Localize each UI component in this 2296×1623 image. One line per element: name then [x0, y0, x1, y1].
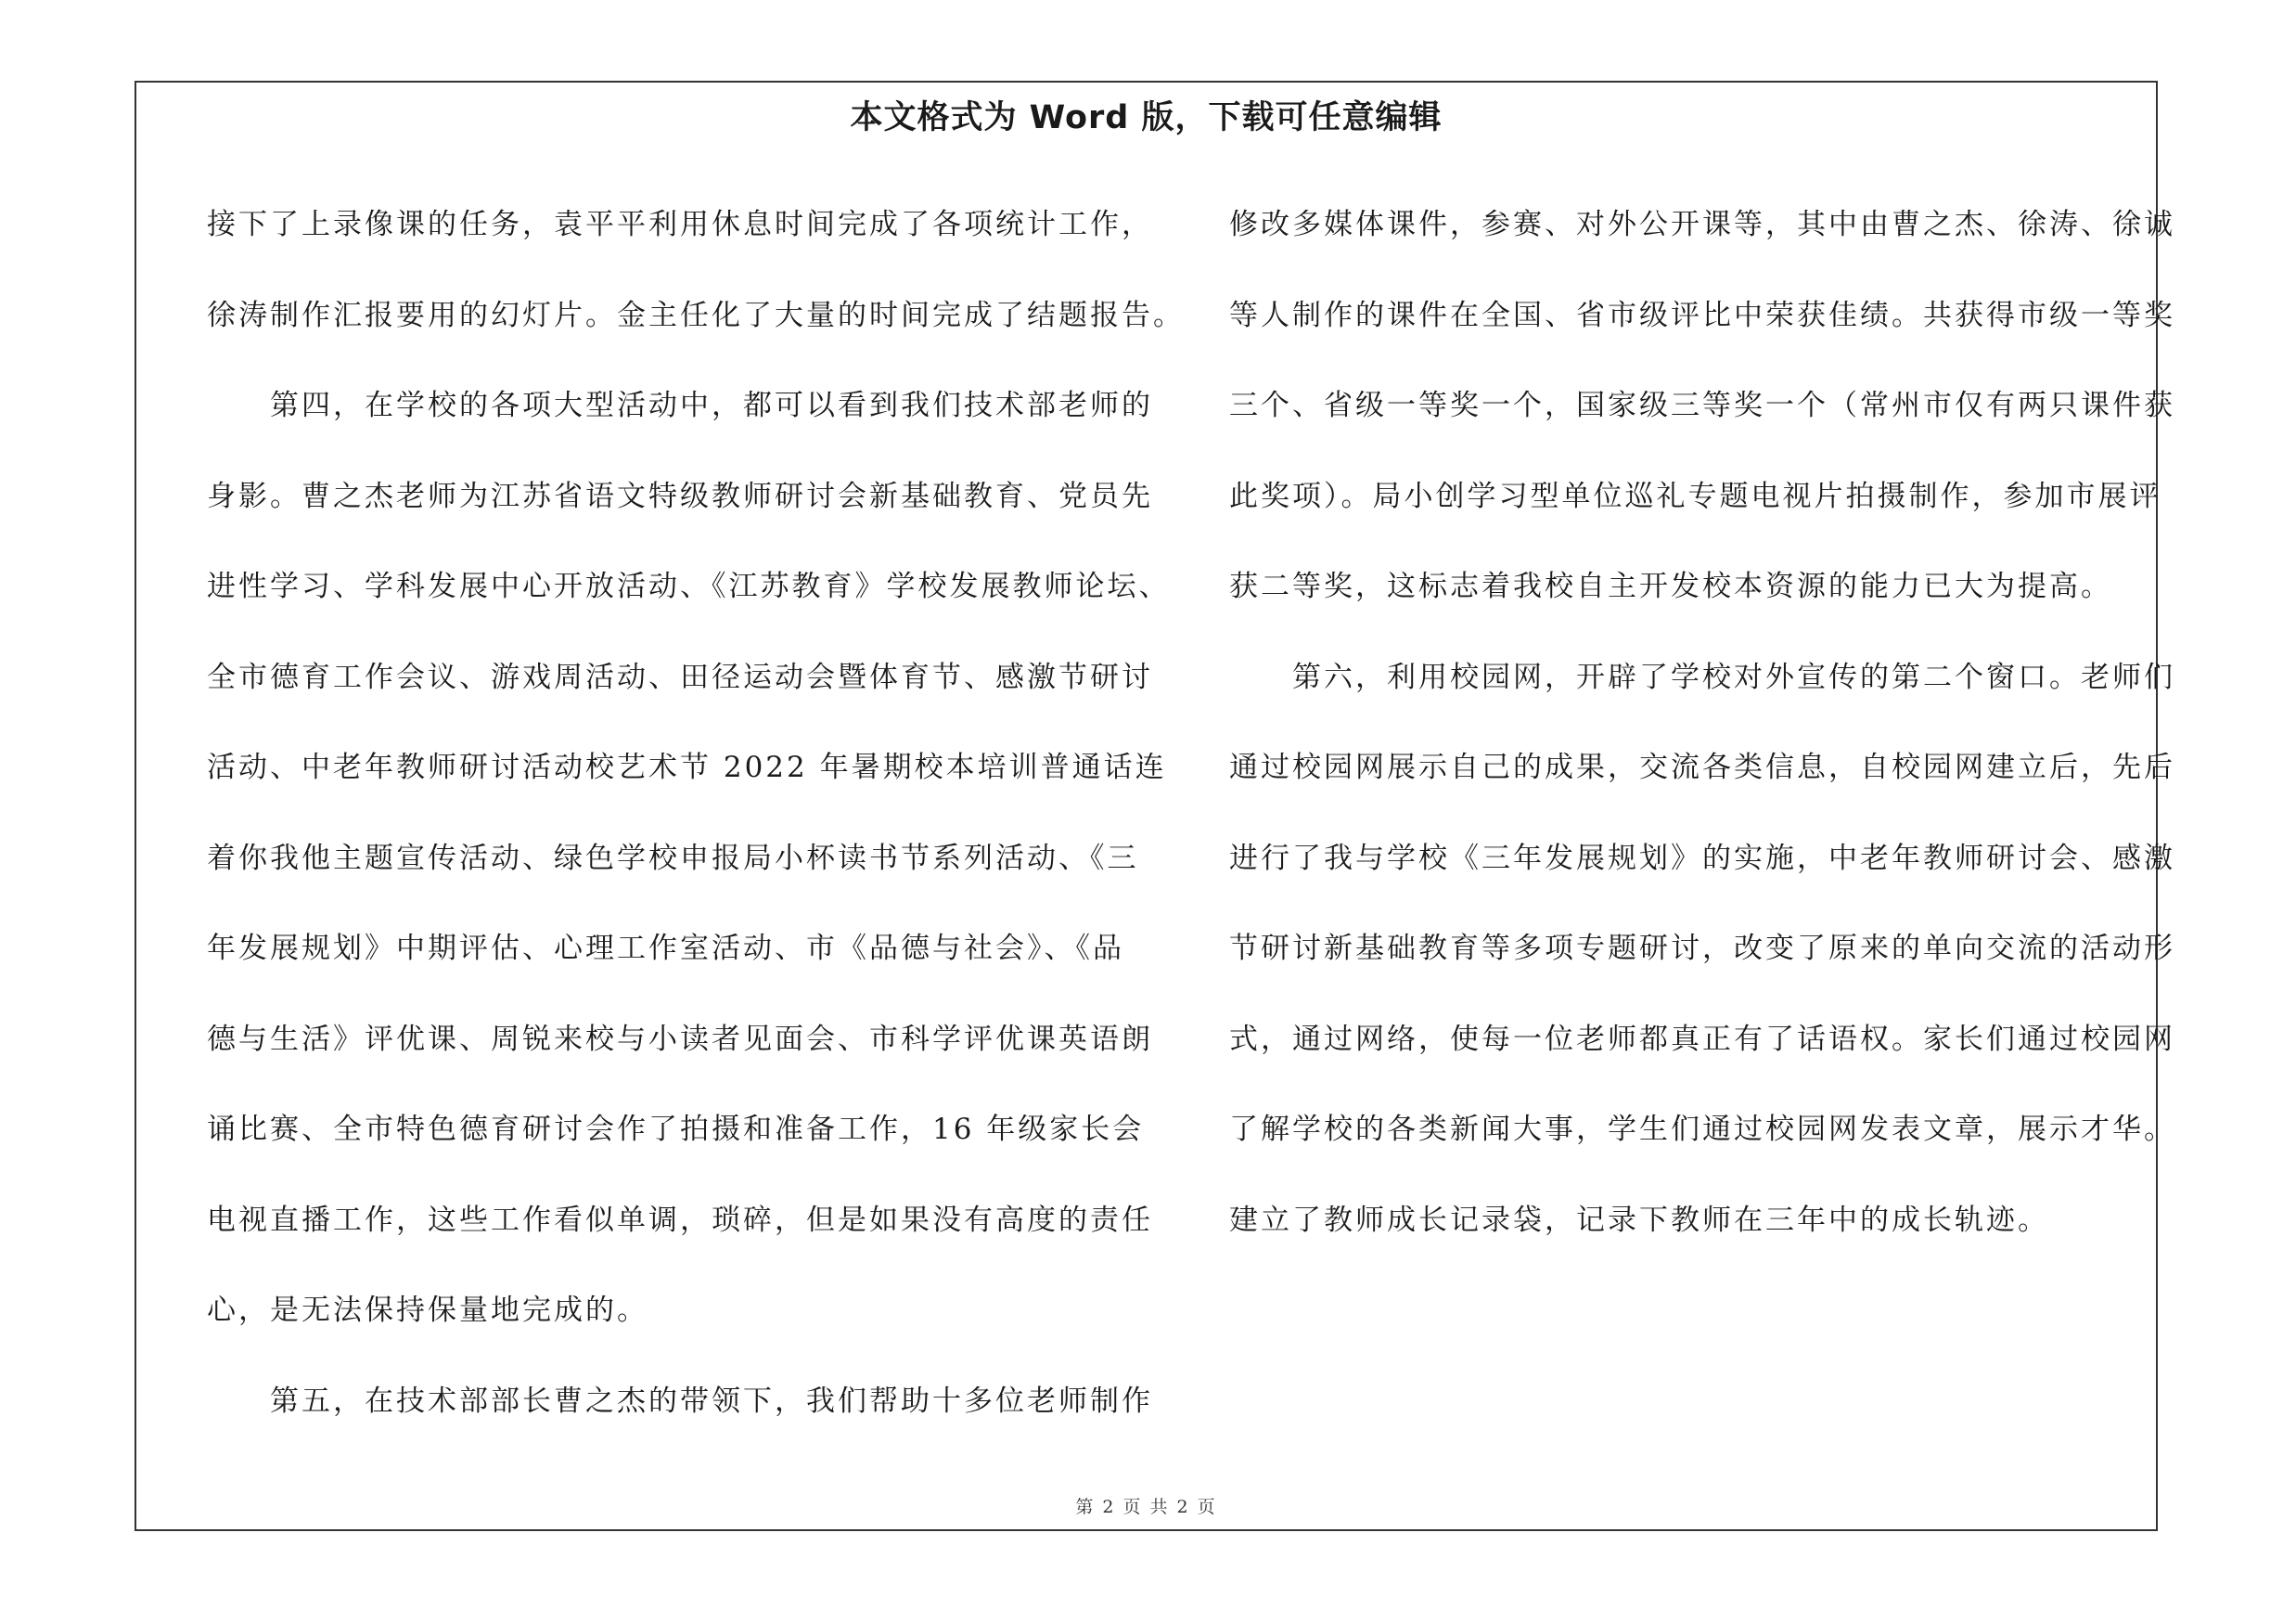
left-text-column [207, 180, 1185, 1447]
text-line: 活动、中老年教师研讨活动校艺术节 2022 年暑期校本培训普通话连 [207, 751, 1167, 784]
text-line: 通过校园网展示自己的成果，交流各类信息，自校园网建立后，先后 [1229, 751, 2175, 784]
text-line: 德与生活》评优课、周锐来校与小读者见面会、市科学评优课英语朗 [207, 1022, 1153, 1056]
text-line: 进行了我与学校《三年发展规划》的实施，中老年教师研讨会、感激 [1229, 841, 2175, 875]
text-line: 获二等奖，这标志着我校自主开发校本资源的能力已大为提高。 [1229, 570, 2112, 603]
text-line: 诵比赛、全市特色德育研讨会作了拍摄和准备工作，16 年级家长会 [207, 1113, 1145, 1146]
text-line: 徐涛制作汇报要用的幻灯片。金主任化了大量的时间完成了结题报告。 [207, 298, 1185, 332]
paragraph-start-line: 第四，在学校的各项大型活动中，都可以看到我们技术部老师的 [207, 389, 1153, 422]
text-line: 等人制作的课件在全国、省市级评比中荣获佳绩。共获得市级一等奖 [1229, 298, 2175, 332]
paragraph-start-line: 第六，利用校园网，开辟了学校对外宣传的第二个窗口。老师们 [1229, 660, 2175, 694]
text-line: 电视直播工作，这些工作看似单调，琐碎，但是如果没有高度的责任 [207, 1203, 1153, 1237]
text-line: 全市德育工作会议、游戏周活动、田径运动会暨体育节、感激节研讨 [207, 660, 1153, 694]
page-number-footer: 第 2 页 共 2 页 [1075, 1497, 1217, 1517]
text-line: 三个、省级一等奖一个，国家级三等奖一个（常州市仅有两只课件获 [1229, 389, 2175, 422]
text-line: 进性学习、学科发展中心开放活动、《江苏教育》学校发展教师论坛、 [207, 570, 1171, 603]
text-line: 着你我他主题宣传活动、绿色学校申报局小杯读书节系列活动、《三 [207, 841, 1139, 875]
text-line: 此奖项）。局小创学习型单位巡礼专题电视片拍摄制作，参加市展评 [1229, 479, 2161, 513]
page-frame [135, 81, 2175, 1531]
text-line: 年发展规划》中期评估、心理工作室活动、市《品德与社会》、《品 [207, 932, 1124, 965]
text-line: 节研讨新基础教育等多项专题研讨，改变了原来的单向交流的活动形 [1229, 932, 2175, 965]
text-line: 建立了教师成长记录袋，记录下教师在三年中的成长轨迹。 [1229, 1203, 2049, 1237]
text-line: 了解学校的各类新闻大事，学生们通过校园网发表文章，展示才华。 [1229, 1113, 2175, 1146]
text-line: 心，是无法保持保量地完成的。 [207, 1294, 648, 1327]
header-banner: 本文格式为 Word 版，下载可任意编辑 [850, 99, 1443, 136]
text-line: 接下了上录像课的任务，袁平平利用休息时间完成了各项统计工作， [207, 208, 1153, 241]
text-line: 式，通过网络，使每一位老师都真正有了话语权。家长们通过校园网 [1229, 1022, 2175, 1056]
text-line: 身影。曹之杰老师为江苏省语文特级教师研讨会新基础教育、党员先 [207, 479, 1153, 513]
right-text-column [1229, 180, 2175, 1266]
text-line: 修改多媒体课件，参赛、对外公开课等，其中由曹之杰、徐涛、徐诚 [1229, 208, 2175, 241]
paragraph-start-line: 第五，在技术部部长曹之杰的带领下，我们帮助十多位老师制作 [207, 1384, 1153, 1418]
